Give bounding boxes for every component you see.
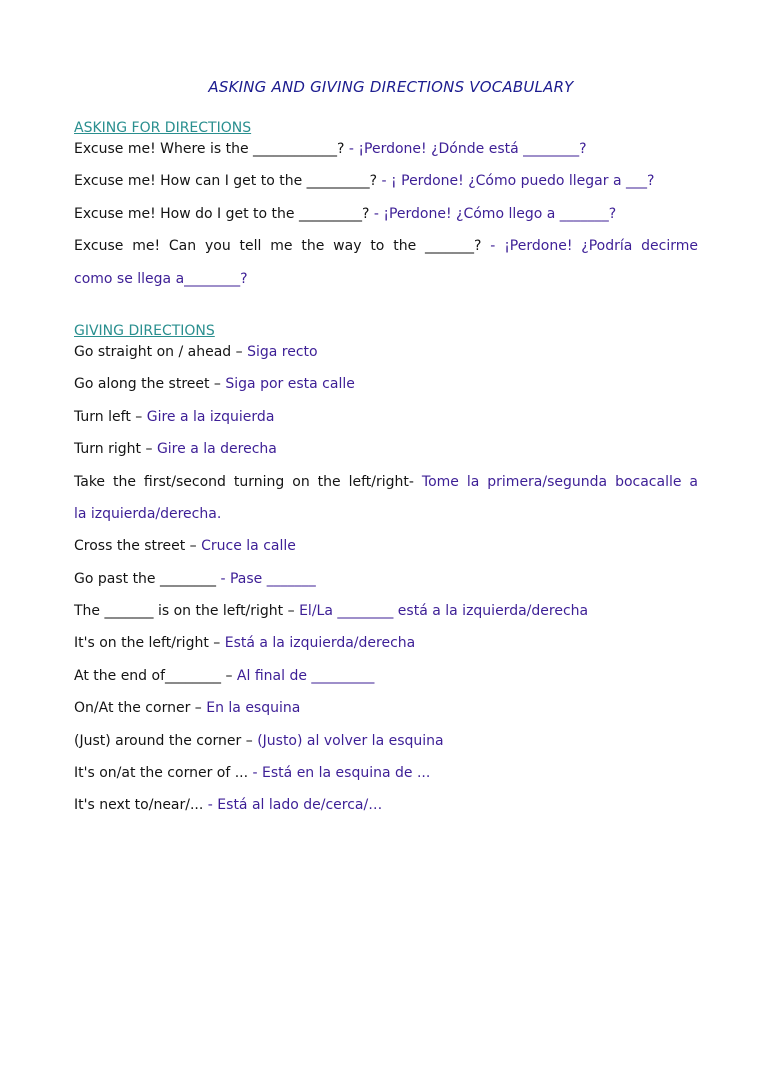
- asking-section: [74, 119, 698, 288]
- english-phrase: Excuse me! How do I get to the _________?: [74, 205, 370, 222]
- vocab-line-continuation: [74, 505, 698, 523]
- vocab-line: [74, 699, 698, 717]
- vocab-line: [74, 667, 698, 685]
- spanish-phrase: - Está en la esquina de ...: [252, 765, 431, 782]
- english-phrase: It's on/at the corner of ...: [74, 765, 253, 782]
- spanish-phrase: Está a la izquierda/derecha: [224, 635, 416, 652]
- spanish-phrase: El/La ________ está a la izquierda/derecha: [299, 603, 589, 620]
- english-phrase: On/At the corner –: [74, 700, 207, 717]
- vocab-line: [74, 796, 698, 814]
- section-heading-asking: ASKING FOR DIRECTIONS: [74, 120, 252, 136]
- vocab-line: [74, 634, 698, 652]
- spanish-phrase: - Está al lado de/cerca/…: [207, 797, 383, 814]
- spanish-phrase: Tome la primera/segunda bocacalle a: [421, 473, 699, 490]
- english-phrase: Excuse me! How can I get to the _________?: [74, 173, 378, 190]
- english-phrase: It's on the left/right –: [74, 635, 225, 652]
- vocab-line: [74, 140, 698, 158]
- giving-section: [74, 322, 698, 814]
- english-phrase: Cross the street –: [74, 538, 202, 555]
- vocab-line: [74, 473, 698, 491]
- spanish-phrase: - ¡Perdone! ¿Cómo llego a _______?: [369, 205, 617, 222]
- page-title: ASKING AND GIVING DIRECTIONS VOCABULARY: [208, 78, 574, 96]
- spanish-phrase: Al final de _________: [236, 667, 375, 684]
- english-phrase: Turn left –: [74, 408, 147, 425]
- vocab-line: [74, 343, 698, 361]
- vocab-line: [74, 408, 698, 426]
- english-phrase: Go straight on / ahead –: [74, 343, 248, 360]
- spanish-phrase: - ¡Perdone! ¿Podría decirme: [481, 238, 699, 255]
- english-phrase: It's next to/near/...: [74, 797, 208, 814]
- document-page: [74, 78, 698, 829]
- spanish-phrase: - ¡Perdone! ¿Dónde está ________?: [344, 141, 587, 157]
- vocab-line-continuation: [74, 270, 698, 288]
- english-phrase: Go along the street –: [74, 376, 226, 393]
- spanish-phrase: la izquierda/derecha.: [74, 505, 222, 522]
- english-phrase: Take the first/second turning on the left/right-: [74, 473, 422, 490]
- spanish-phrase: - Pase _______: [220, 570, 316, 587]
- spanish-phrase: En la esquina: [206, 700, 301, 717]
- vocab-line: [74, 537, 698, 555]
- section-heading-giving: GIVING DIRECTIONS: [74, 322, 215, 339]
- vocab-line: [74, 732, 698, 750]
- vocab-line: [74, 205, 698, 223]
- vocab-line: [74, 375, 698, 393]
- vocab-line: [74, 570, 698, 588]
- vocab-line: [74, 440, 698, 458]
- spanish-phrase: Cruce la calle: [201, 538, 296, 555]
- english-phrase: At the end of________ –: [74, 667, 237, 684]
- english-phrase: Go past the ________: [74, 570, 221, 587]
- english-phrase: (Just) around the corner –: [74, 732, 258, 749]
- vocab-line: [74, 764, 698, 782]
- vocab-line: [74, 602, 698, 620]
- spanish-phrase: Gire a la derecha: [156, 441, 277, 458]
- vocab-line: [74, 237, 698, 255]
- section-spacer: [74, 302, 698, 322]
- spanish-phrase: como se llega a________?: [74, 270, 248, 287]
- english-phrase: The _______ is on the left/right –: [74, 603, 300, 620]
- spanish-phrase: - ¡ Perdone! ¿Cómo puedo llegar a ___?: [377, 173, 655, 190]
- spanish-phrase: Siga recto: [247, 343, 318, 360]
- english-phrase: Excuse me! Where is the ____________?: [74, 141, 345, 157]
- spanish-phrase: (Justo) al volver la esquina: [257, 732, 444, 749]
- english-phrase: Turn right –: [74, 441, 157, 458]
- vocab-line: [74, 172, 698, 190]
- english-phrase: Excuse me! Can you tell me the way to the _______?: [74, 238, 482, 255]
- spanish-phrase: Siga por esta calle: [225, 376, 355, 393]
- spanish-phrase: Gire a la izquierda: [146, 408, 275, 425]
